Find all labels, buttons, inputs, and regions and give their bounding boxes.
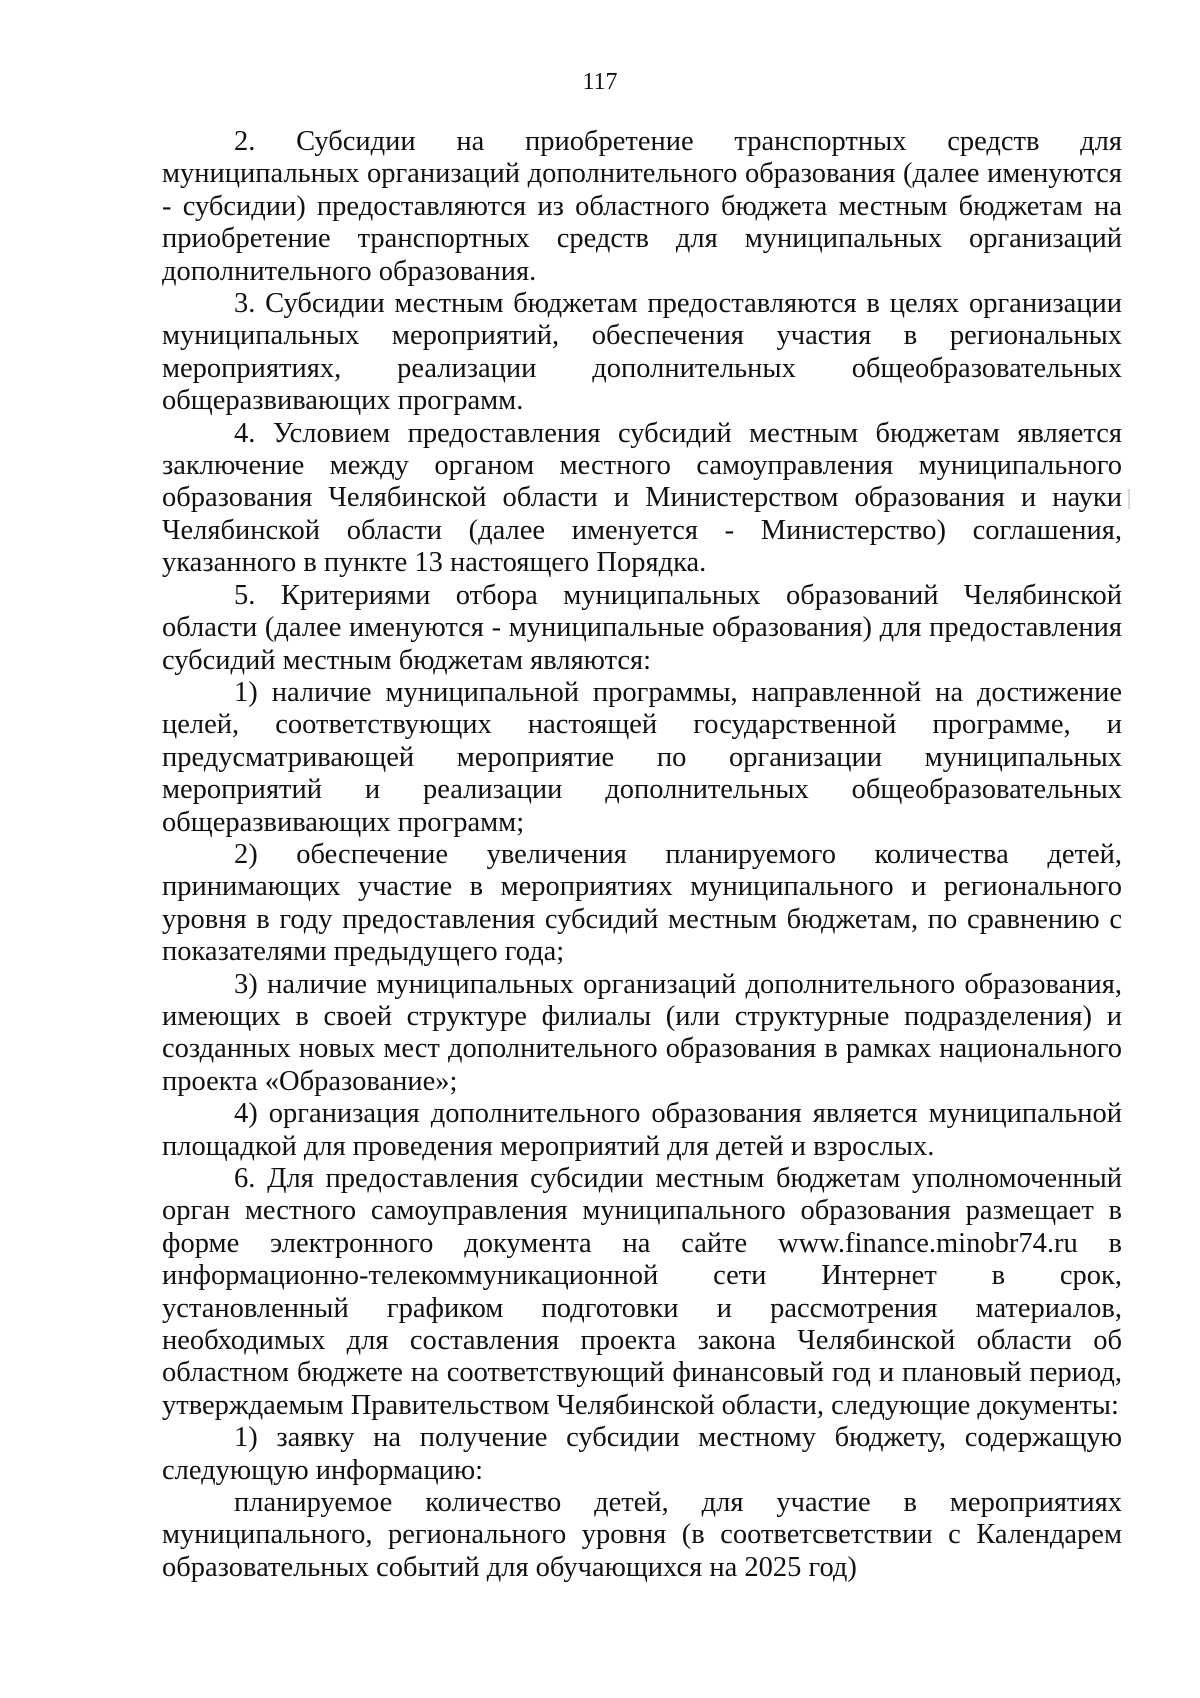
criteria-subitem-2: 2) обеспечение увеличения планируемого количества детей, принимающих участие в мероприятиях муниципального и регионального уровня в году предоставления субсидий местным бюджетам, по сравнению с показателями предыдущего года; — [162, 838, 1122, 968]
page-number: 117 — [582, 69, 618, 95]
paragraph-item-6-documents: 6. Для предоставления субсидии местным бюджетам уполномоченный орган местного самоуправления муниципального образования размещает в форме электронного документа на сайте www.finance.minobr74.ru в информационно-телекоммуникационной сети Интернет в срок, установленный графиком подготовки и рассмотрения материалов, необходимых для составления проекта закона Челябинской области об областном бюджете на соответствующий финансовый год и плановый период, утверждаемым Правительством Челябинской области, следующие документы: — [162, 1163, 1122, 1421]
document-body — [162, 126, 1122, 1584]
criteria-subitem-4: 4) организация дополнительного образования является муниципальной площадкой для проведения мероприятий для детей и взрослых. — [162, 1098, 1122, 1162]
paragraph-item-4-condition: 4. Условием предоставления субсидий местным бюджетам является заключение между органом местного самоуправления муниципального образования Челябинской области и Министерством образования и науки Челябинской области (далее именуется - Министерство) соглашения, указанного в пункте 13 настоящего Порядка. — [162, 417, 1122, 579]
scan-edge-mark — [1128, 489, 1130, 509]
criteria-subitem-1: 1) наличие муниципальной программы, направленной на достижение целей, соответствующих настоящей государственной программе, и предусматривающей мероприятие по организации муниципальных мероприятий и реализации дополнительных общеобразовательных общеразвивающих программ; — [162, 676, 1122, 838]
paragraph-item-3-subsidies-purpose: 3. Субсидии местным бюджетам предоставляются в целях организации муниципальных мероприятий, обеспечения участия в региональных мероприятиях, реализации дополнительных общеобразовательных общеразвивающих программ. — [162, 288, 1122, 417]
application-information-item: планируемое количество детей, для участие в мероприятиях муниципального, регионального уровня (в соответсветствии с Календарем образовательных событий для обучающихся на 2025 год) — [162, 1487, 1122, 1583]
documents-subitem-1: 1) заявку на получение субсидии местному бюджету, содержащую следующую информацию: — [162, 1422, 1122, 1486]
criteria-subitem-3: 3) наличие муниципальных организаций дополнительного образования, имеющих в своей структуре филиалы (или структурные подразделения) и созданных новых мест дополнительного образования в рамках национального проекта «Образование»; — [162, 968, 1122, 1097]
paragraph-item-5-criteria: 5. Критериями отбора муниципальных образований Челябинской области (далее именуются - муниципальные образования) для предоставления субсидий местным бюджетам являются: — [162, 579, 1122, 676]
paragraph-item-2-subsidies-transport: 2. Субсидии на приобретение транспортных средств для муниципальных организаций дополнительного образования (далее именуются - субсидии) предоставляются из областного бюджета местным бюджетам на приобретение транспортных средств для муниципальных организаций дополнительного образования. — [162, 126, 1122, 287]
